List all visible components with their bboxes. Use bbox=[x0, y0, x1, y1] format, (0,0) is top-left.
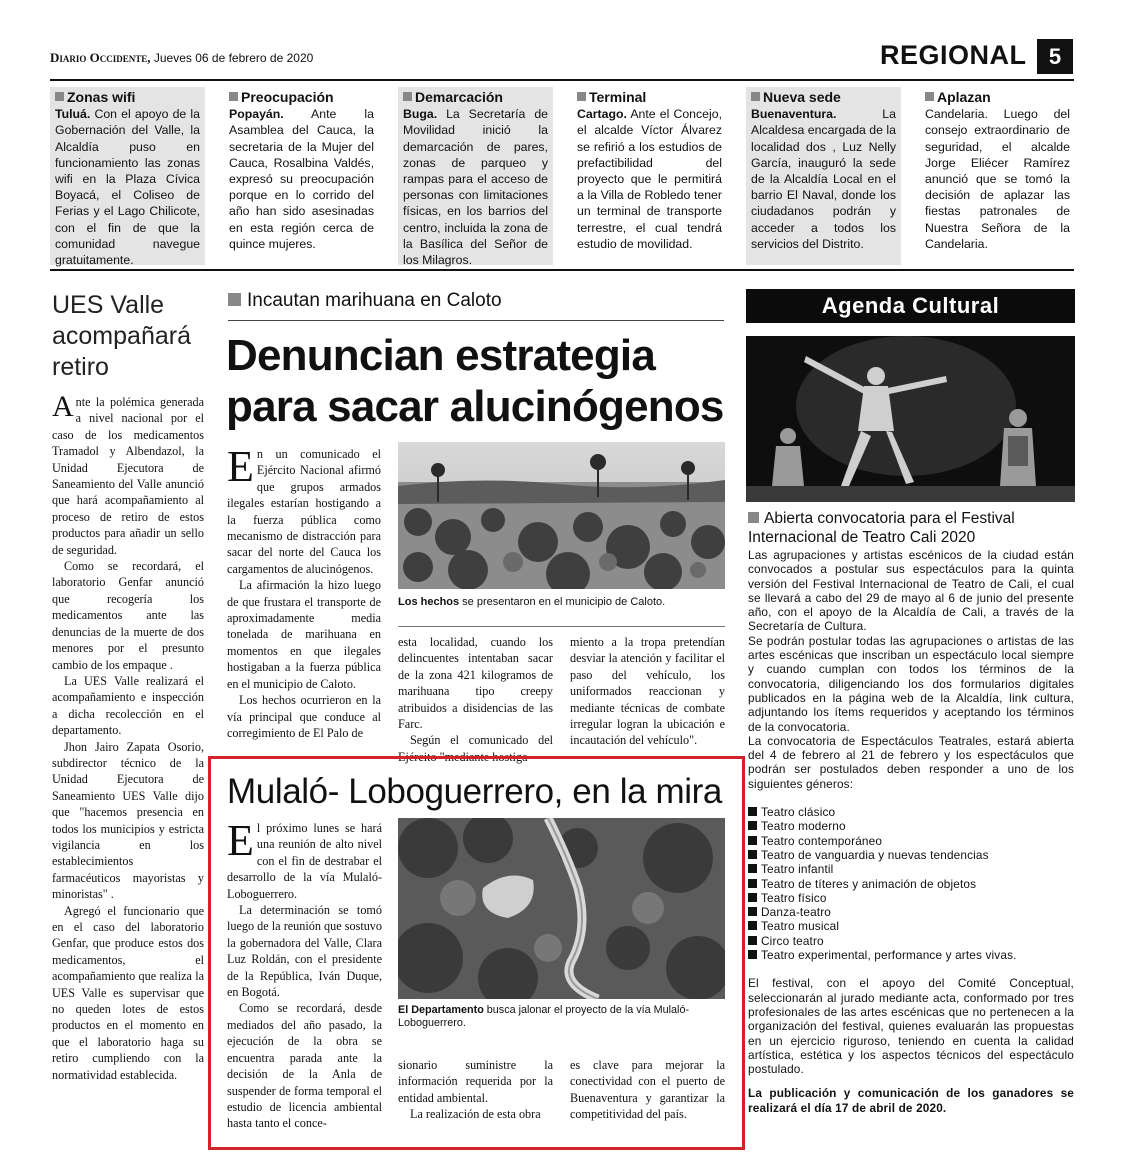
paragraph: sionario suministre la información requerida por la entidad ambiental. bbox=[398, 1058, 553, 1105]
mulalo-column-1 bbox=[227, 816, 382, 1132]
genre-label: Danza-teatro bbox=[761, 905, 831, 920]
paragraph: La realización de esta obra bbox=[410, 1107, 541, 1122]
caption-lead: Los hechos bbox=[398, 596, 460, 608]
square-bullet-icon bbox=[751, 92, 760, 101]
main-headline: Denuncian estrategia para sacar alucinógenos bbox=[226, 331, 724, 431]
photo-caption bbox=[398, 1004, 725, 1030]
ues-headline: UES Valle acompañará retiro bbox=[52, 291, 191, 381]
highway-aerial-photo bbox=[398, 818, 725, 999]
square-bullet-icon bbox=[403, 92, 412, 101]
section-rule bbox=[50, 269, 1074, 271]
paragraph: Los hechos ocurrieron en la vía principal que conduce al corregimiento de El Palo de bbox=[227, 693, 381, 740]
brief-text: La Alcaldesa encargada de la localidad dos , Luz Nelly García, inauguró la sede de la Alcaldía Local en el barrio El Naval, donde los ciudadanos podrán y acceder a todos los servicios del Distrito. bbox=[751, 107, 896, 251]
caption-lead: El Departamento bbox=[398, 1004, 484, 1016]
brief-item bbox=[746, 87, 901, 265]
paragraph: Las agrupaciones y artistas escénicos de la ciudad están convocados a postular sus espectáculos para la quinta versión del Festival Internacional de Teatro de Cali, el cual se llevará a cabo del 29 de mayo al 6 de junio del presente año, con el apoyo de la Alcaldía de Cali, a través de la Secretaría de Cultura. bbox=[748, 548, 1074, 634]
caloto-column-3 bbox=[570, 634, 725, 749]
masthead-line bbox=[50, 50, 313, 66]
square-bullet-icon bbox=[748, 512, 759, 523]
genre-label: Teatro clásico bbox=[761, 805, 836, 820]
brief-text: Candelaria. Luego del consejo extraordinario de seguridad, el alcalde Jorge Eliécer Ramírez anunció que se tomó la decisión de aplazar las fiestas patronales de Nuestra Señora de la Candelaria. bbox=[925, 107, 1070, 251]
paragraph: nte la polémica generada a nivel nacional por el caso de los medicamentos Tramadol y Albendazol, la Unidad Ejecutora de Saneamiento del Valle anunció que hará acompañamiento al proceso de retiro de estos productos para añadir un sello de seguridad. bbox=[52, 395, 204, 557]
genre-list bbox=[748, 805, 1074, 962]
brief-place: Tuluá. bbox=[55, 107, 91, 122]
genre-label: Teatro contemporáneo bbox=[761, 833, 883, 848]
list-item bbox=[748, 919, 1074, 933]
genre-label: Circo teatro bbox=[761, 933, 824, 948]
paragraph: Como se recordará, el laboratorio Genfar anunció que recogería los medicamentos ante las denuncias de la muerte de dos menores por el presunto cambio de los empaque . bbox=[52, 559, 204, 672]
square-bullet-icon bbox=[228, 293, 241, 306]
mulalo-column-3 bbox=[570, 1057, 725, 1123]
caption-text: busca jalonar el proyecto de la vía Mulaló-Loboguerrero. bbox=[398, 1004, 690, 1029]
paragraph: La UES Valle realizará el acompañamiento e inspección a dicha recolección en el departamento. bbox=[52, 673, 204, 738]
square-bullet-icon bbox=[748, 936, 757, 945]
caption-text: se presentaron en el municipio de Caloto. bbox=[459, 596, 666, 608]
paragraph: La determinación se tomó luego de la reunión que sostuvo la gobernadora del Valle, Clara Luz Roldán, con el presidente de la República, Iván Duque, en Bogotá. bbox=[227, 903, 382, 1000]
closing-note: La publicación y comunicación de los ganadores se realizará el día 17 de abril de 2020. bbox=[748, 1086, 1074, 1115]
list-item bbox=[748, 891, 1074, 905]
genre-label: Teatro musical bbox=[761, 919, 840, 934]
genre-label: Teatro de títeres y animación de objetos bbox=[761, 876, 977, 891]
paragraph: Según el comunicado del Ejército "mediante hostiga- bbox=[398, 733, 553, 764]
list-item bbox=[748, 805, 1074, 819]
theater-photo bbox=[746, 336, 1075, 502]
brief-place: Buga. bbox=[403, 107, 438, 122]
landscape-photo bbox=[398, 442, 725, 589]
brief-item bbox=[398, 87, 553, 268]
genre-label: Teatro experimental, performance y artes vivas. bbox=[761, 948, 1017, 963]
drop-cap: E bbox=[227, 816, 254, 865]
square-bullet-icon bbox=[577, 92, 586, 101]
brief-title: Nueva sede bbox=[763, 89, 841, 105]
brief-text: Con el apoyo de la Gobernación del Valle, la Alcaldía puso en funcionamiento las zonas wifi en la Plaza Cívica Boyacá, el Coliseo de Ferias y el Lago Chilicote, con el fin de que la comunidad navegue gratuitamente. bbox=[55, 107, 200, 268]
brief-title: Aplazan bbox=[937, 89, 991, 105]
paragraph: Como se recordará, desde mediados del año pasado, la ejecución de la obra se encuentra parada ante la decisión de la Anla de suspender de forma temporal el estudio de licencia ambiental hasta tanto el conce- bbox=[227, 1001, 382, 1131]
brief-place: Buenaventura. bbox=[751, 107, 837, 122]
brief-text: Ante la Asamblea del Cauca, la secretaria de la Mujer del Cauca, Rosalbina Valdés, expresó su preocupación porque en lo corrido del año han sido asesinadas en esta región cerca de quince mujeres. bbox=[229, 107, 374, 251]
genre-label: Teatro físico bbox=[761, 890, 827, 905]
square-bullet-icon bbox=[55, 92, 64, 101]
brief-item bbox=[572, 87, 727, 265]
list-item bbox=[748, 862, 1074, 876]
paragraph: La afirmación la hizo luego de que frustara el transporte de aproximadamente media tonelada de marihuana en momentos en que ilegales hostigaban a la fuerza pública en el municipio de Caloto. bbox=[227, 578, 381, 691]
drop-cap: E bbox=[227, 442, 254, 491]
agenda-subtitle bbox=[748, 509, 1076, 547]
square-bullet-icon bbox=[748, 836, 757, 845]
brief-text: Ante el Concejo, el alcalde Víctor Álvarez se refirió a los estudios de prefactibilidad del proyecto que le permitirá a la Villa de Robledo tener un terminal de transporte terrestre, el cual tendrá estudio de movilidad. bbox=[577, 107, 722, 251]
square-bullet-icon bbox=[925, 92, 934, 101]
mulalo-headline: Mulaló- Loboguerrero, en la mira bbox=[227, 772, 722, 811]
square-bullet-icon bbox=[748, 907, 757, 916]
paragraph: esta localidad, cuando los delincuentes intentaban sacar de la zona 421 kilogramos de marihuana tipo creepy atribuidos a disidencias de las Farc. bbox=[398, 635, 553, 732]
square-bullet-icon bbox=[748, 850, 757, 859]
caloto-column-2 bbox=[398, 634, 553, 765]
brief-title: Demarcación bbox=[415, 89, 503, 105]
paragraph: La convocatoria de Espectáculos Teatrales, estará abierta del 4 de febrero al 21 de febrero y los espectáculos que podrán ser postulados deben responder a uno de los siguientes géneros: bbox=[748, 733, 1074, 791]
square-bullet-icon bbox=[748, 807, 757, 816]
square-bullet-icon bbox=[748, 921, 757, 930]
square-bullet-icon bbox=[748, 893, 757, 902]
list-item bbox=[748, 934, 1074, 948]
list-item bbox=[748, 877, 1074, 891]
genre-label: Teatro de vanguardia y nuevas tendencias bbox=[761, 847, 989, 862]
publication-name: Diario Occidente, bbox=[50, 50, 151, 65]
genre-label: Teatro moderno bbox=[761, 819, 846, 834]
brief-text: La Secretaría de Movilidad inició la demarcación de pares, zonas de parqueo y rampas para el acceso de personas con limitaciones físicas, en los barrios del centro, incluida la zona de la Basílica del Señor de los Milagros. bbox=[403, 107, 548, 268]
page-number: 5 bbox=[1037, 39, 1073, 74]
genre-label: Teatro infantil bbox=[761, 862, 834, 877]
list-item bbox=[748, 819, 1074, 833]
paragraph: n un comunicado el Ejército Nacional afirmó que grupos armados ilegales estarían hostigando a la fuerza pública como mecanismo de distracción para sacar del norte del Cauca los cargamentos de alucinógenos. bbox=[227, 447, 381, 576]
brief-place: Popayán. bbox=[229, 107, 284, 122]
subtitle-text: Abierta convocatoria para el Festival Internacional de Teatro Cali 2020 bbox=[748, 510, 1015, 546]
list-item bbox=[748, 848, 1074, 862]
agenda-header: Agenda Cultural bbox=[746, 289, 1075, 323]
photo-caption bbox=[398, 596, 725, 608]
header-rule bbox=[50, 79, 1074, 81]
paragraph: Agregó el funcionario que en el caso del laboratorio Genfar, que produce estos dos medicamentos, el acompañamiento que realiza la UES Valle es supervisar que no queden lotes de estos productos en el momento en que el laboratorio haga su retiro cumpliendo con la normatividad establecida. bbox=[52, 903, 204, 1082]
paragraph: Se podrán postular todas las agrupaciones o artistas de las artes escénicas que inscriban un espectáculo local siempre y cuando cumplan con todos los términos de la convocatoria, diligenciando los dos formularios digitales publicados en la página web de la Alcaldía, link cultura, adjuntando los ítems requeridos y aceptando los términos de la convocatoria. bbox=[748, 633, 1074, 734]
square-bullet-icon bbox=[748, 950, 757, 959]
list-item bbox=[748, 948, 1074, 962]
kicker-rule bbox=[228, 320, 724, 321]
story-kicker bbox=[228, 290, 502, 312]
paragraph: miento a la tropa pretendían desviar la atención y facilitar el paso del vehículo, los uniformados reaccionan y mediante técnicas de combate irregular logran la ubicación e incautación del vehículo". bbox=[570, 635, 725, 748]
list-item bbox=[748, 905, 1074, 919]
drop-cap: A bbox=[52, 390, 74, 423]
brief-title: Terminal bbox=[589, 89, 647, 105]
publication-date: Jueves 06 de febrero de 2020 bbox=[153, 51, 314, 65]
caption-rule bbox=[398, 626, 725, 627]
brief-title: Preocupación bbox=[241, 89, 334, 105]
square-bullet-icon bbox=[748, 821, 757, 830]
brief-item bbox=[224, 87, 379, 265]
list-item bbox=[748, 834, 1074, 848]
square-bullet-icon bbox=[748, 879, 757, 888]
square-bullet-icon bbox=[229, 92, 238, 101]
mulalo-column-2 bbox=[398, 1057, 553, 1123]
kicker-text: Incautan marihuana en Caloto bbox=[247, 290, 502, 311]
agenda-body bbox=[748, 548, 1074, 1115]
brief-title: Zonas wifi bbox=[67, 89, 136, 105]
caloto-column-1 bbox=[227, 442, 381, 741]
paragraph: El festival, con el apoyo del Comité Conceptual, seleccionarán al jurado mediante acta, conformado por tres profesionales de las artes escénicas que no pertenecen a la organización del festival, quienes evaluarán las propuestas en un ejercicio riguroso, teniendo en cuenta la calidad artística, estética y los aspectos técnicos del espectáculo postulado. bbox=[748, 976, 1074, 1077]
ues-article-body bbox=[52, 390, 204, 1083]
brief-item bbox=[920, 87, 1075, 265]
paragraph: es clave para mejorar la conectividad con el puerto de Buenaventura y garantizar la competitividad del país. bbox=[570, 1058, 725, 1122]
paragraph: l próximo lunes se hará una reunión de alto nivel con el fin de destrabar el desarrollo de la vía Mulaló-Loboguerrero. bbox=[227, 821, 382, 901]
brief-place: Cartago. bbox=[577, 107, 627, 122]
section-title: REGIONAL bbox=[880, 40, 1027, 70]
brief-item bbox=[50, 87, 205, 268]
square-bullet-icon bbox=[748, 864, 757, 873]
paragraph: Jhon Jairo Zapata Osorio, subdirector técnico de la Unidad Ejecutora de Saneamiento UES Valle dijo que "hacemos presencia en todos los municipios y estricta vigilancia en los establecimientos farmacéuticos mayoristas y minoristas" . bbox=[52, 739, 204, 902]
